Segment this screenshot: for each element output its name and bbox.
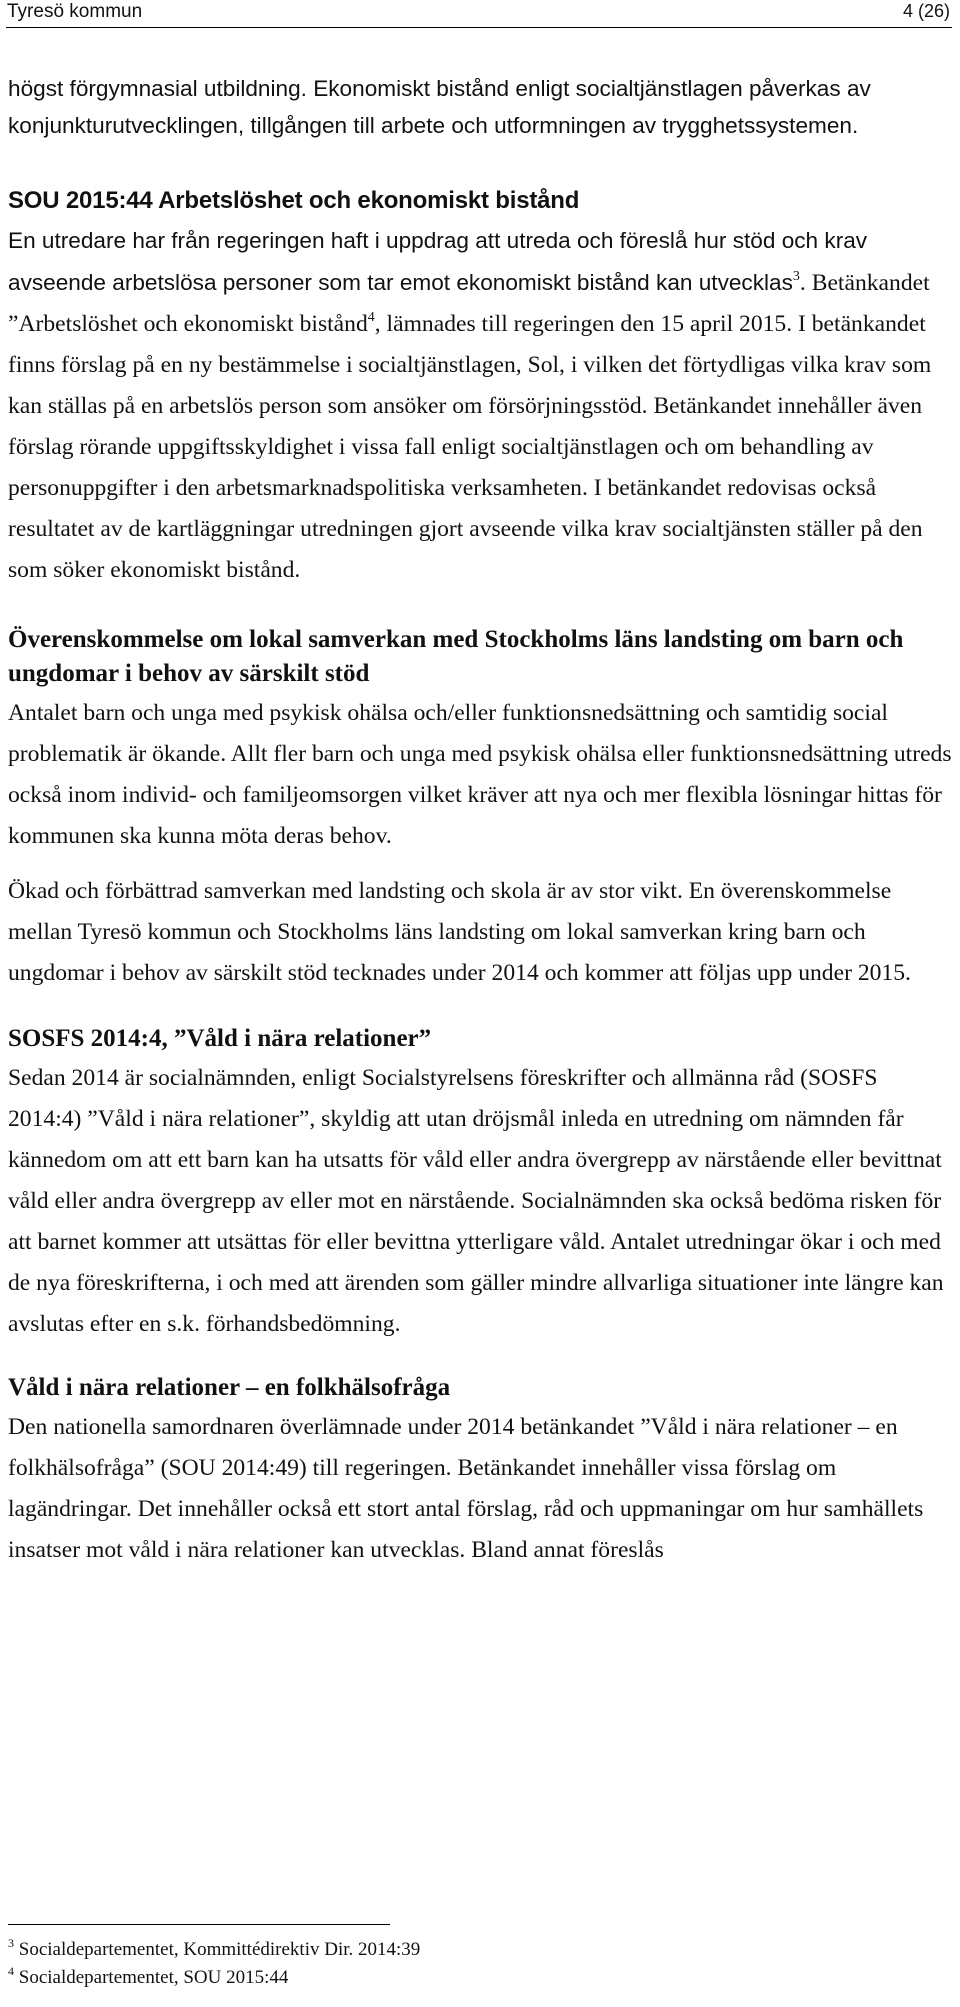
footnote-number: 4 [8, 1963, 14, 1978]
section-paragraph [8, 220, 952, 591]
intro-paragraph: högst förgymnasial utbildning. Ekonomiskt bistånd enligt socialtjänstlagen påverkas av konjunkturutvecklingen, tillgången till arbete och utformningen av trygghetssystemen. [8, 76, 871, 138]
section-paragraph: Sedan 2014 är socialnämnden, enligt Socialstyrelsens föreskrifter och allmänna råd (SOSFS 2014:4) ”Våld i nära relationer”, skyldig att utan dröjsmål inleda en utredning om nämnden får kännedom om att ett barn kan ha utsatts för våld eller andra övergrepp av närstående eller bevittnat våld eller andra övergrepp av eller mot en närstående. Socialnämnden ska också bedöma risken för att barnet kommer att utsättas för eller bevittna ytterligare våld. Antalet utredningar ökar i och med de nya föreskrifterna, i och med att ärenden som gäller mindre allvarliga situationer inte längre kan avslutas efter en s.k. förhandsbedömning. [8, 1065, 944, 1337]
section-heading: SOU 2015:44 Arbetslöshet och ekonomiskt bistånd [8, 187, 580, 214]
footnote-number: 3 [8, 1935, 14, 1950]
footnote-text: Socialdepartementet, SOU 2015:44 [18, 1967, 289, 1988]
footnote-item [8, 1935, 421, 1962]
section-paragraph: Den nationella samordnaren överlämnade under 2014 betänkandet ”Våld i nära relationer – en folkhälsofråga” (SOU 2014:49) till regeringen. Betänkandet innehåller vissa förslag om lagändringar. Det innehåller också ett stort antal förslag, råd och uppmaningar om hur samhällets insatser mot våld i nära relationer kan utvecklas. Bland annat föreslås [8, 1414, 924, 1563]
header-organization: Tyresö kommun [7, 1, 143, 22]
document-body [8, 70, 952, 1571]
section-heading: Överenskommelse om lokal samverkan med Stockholms läns landsting om barn och ungdomar i behov av särskilt stöd [8, 626, 904, 687]
footnote-ref: 4 [367, 310, 375, 326]
footnote-ref: 3 [792, 269, 800, 285]
section-heading: SOSFS 2014:4, ”Våld i nära relationer” [8, 1025, 432, 1052]
section-vald-folkhalsofraga [8, 1371, 952, 1571]
paragraph-text: , lämnades till regeringen den 15 april 2015. I betänkandet finns förslag på en ny bestämmelse i socialtjänstlagen, Sol, i vilken det förtydligas vilka krav som kan ställas på en arbetslös person som ansöker om försörjningsstöd. Betänkandet innehåller även förslag rörande uppgiftsskyldighet i vissa fall enligt socialtjänstlagen och om behandling av personuppgifter i den arbetsmarknadspolitiska verksamheten. I betänkandet redovisas också resultatet av de kartläggningar utredningen gjort avseende vilka krav socialtjänsten ställer på den som söker ekonomiskt bistånd. [8, 311, 932, 583]
header-rule [6, 27, 952, 28]
section-sosfs-2014-4 [8, 1022, 952, 1345]
section-paragraph: Antalet barn och unga med psykisk ohälsa och/eller funktionsnedsättning och samtidig social problematik är ökande. Allt fler barn och unga med psykisk ohälsa eller funktionsnedsättning utreds också inom individ- och familjeomsorgen vilket kräver att nya och mer flexibla lösningar hittas för kommunen ska kunna möta deras behov. [8, 700, 952, 849]
footnote-item [8, 1963, 289, 1990]
section-overenskommelse [8, 623, 952, 994]
paragraph-text: En utredare har från regeringen haft i uppdrag att utreda och föreslå hur stöd och krav avseende arbetslösa personer som tar emot ekonomiskt bistånd kan utvecklas [8, 228, 868, 295]
section-sou-2015-44 [8, 186, 952, 591]
section-paragraph: Ökad och förbättrad samverkan med landsting och skola är av stor vikt. En överenskommelse mellan Tyresö kommun och Stockholms läns landsting om lokal samverkan kring barn och ungdomar i behov av särskilt stöd tecknades under 2014 och kommer att följas upp under 2015. [8, 878, 911, 986]
section-heading: Våld i nära relationer – en folkhälsofråga [8, 1374, 451, 1401]
footnote-text: Socialdepartementet, Kommittédirektiv Dir. 2014:39 [18, 1939, 421, 1960]
paragraph-text: . Betänkandet ”Arbetslöshet och ekonomiskt bistånd [8, 270, 930, 337]
footnote-separator [8, 1924, 390, 1925]
page-header [0, 0, 960, 28]
header-page-number: 4 (26) [902, 1, 950, 21]
